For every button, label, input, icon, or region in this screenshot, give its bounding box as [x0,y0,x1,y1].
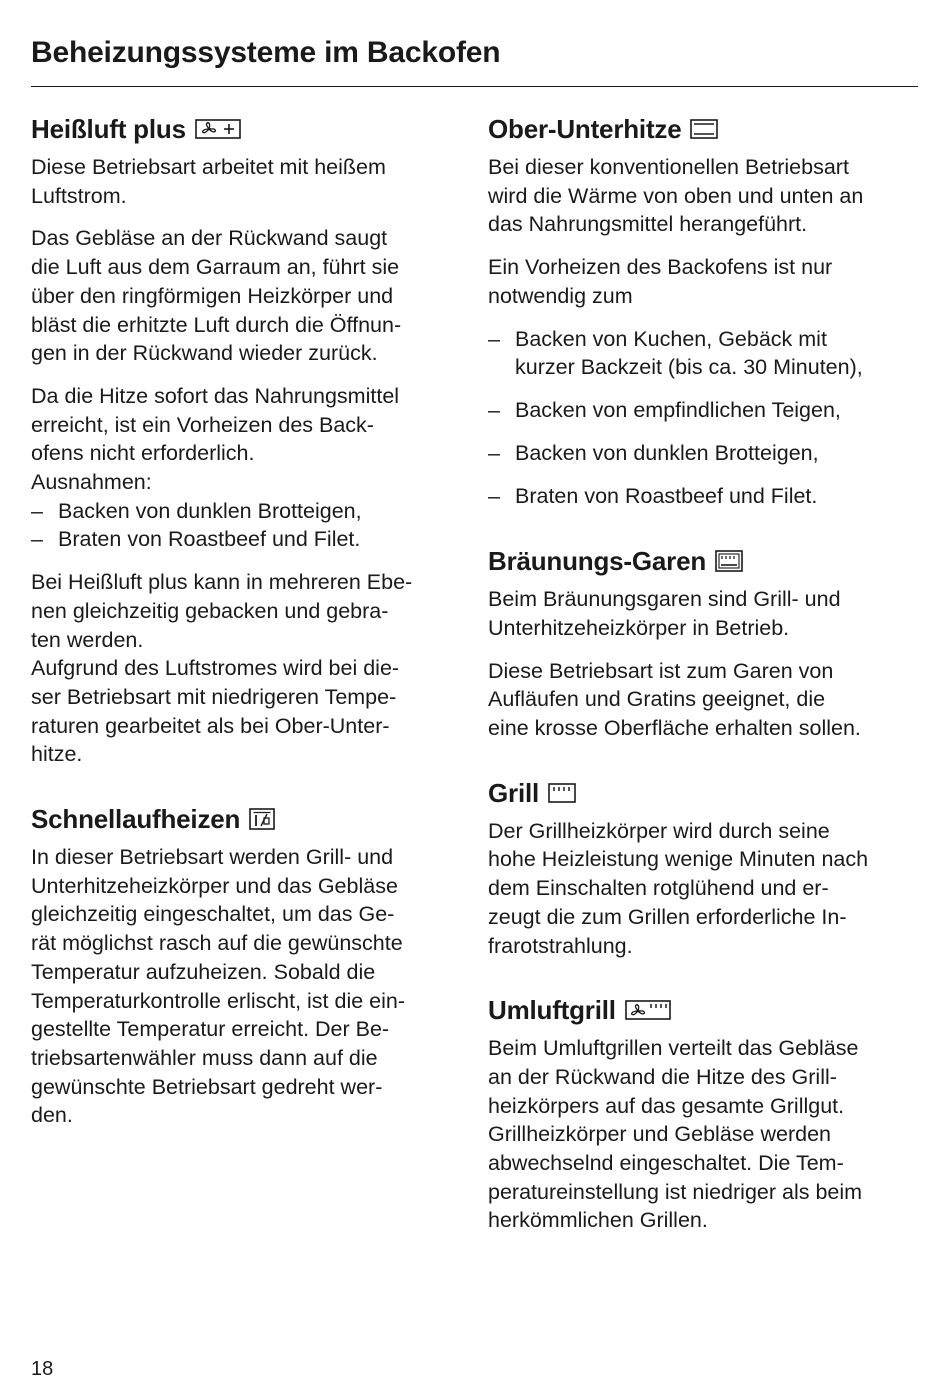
text-line: Temperatur aufzuheizen. Sobald die [31,959,376,984]
text-line: Da die Hitze sofort das Nahrungsmittel [31,383,400,408]
list-item-text: Braten von Roastbeef und Filet. [515,484,818,509]
text-line: Ein Vorheizen des Backofens ist nur [488,255,833,280]
braeunung-paragraph-2 [488,657,920,743]
text-line: Das Gebläse an der Rückwand saugt [31,226,388,251]
text-line: Backen von Kuchen, Gebäck mit [515,326,827,351]
list-item-text: Backen von dunklen Brotteigen, [515,441,819,466]
text-line: hohe Heizleistung wenige Minuten nach [488,847,869,872]
umluft-paragraph-1 [488,1034,920,1235]
list-item [488,482,920,511]
section-heading-schnellaufheizen [31,800,461,838]
heading-text: Grill [488,777,540,808]
heading-text: Schnellaufheizen [31,804,241,835]
list-item [31,497,461,526]
text-line: über den ringförmigen Heizkörper und [31,283,394,308]
text-line: Ausnahmen: [31,470,152,495]
heading-text: Ober-Unterhitze [488,114,682,144]
text-line: Temperaturkontrolle erlischt, ist die ein- [31,988,406,1013]
heading-text: Bräunungs-Garen [488,546,707,577]
list-item [488,325,920,382]
text-line: ser Betriebsart mit niedrigeren Tempe- [31,684,397,709]
text-line: frarotstrahlung. [488,933,633,958]
list-item [488,439,920,468]
list-item-text: Braten von Roastbeef und Filet. [58,527,361,552]
heissluft-paragraph-1 [31,153,461,210]
left-column [31,110,461,1130]
heissluft-paragraph-4 [31,568,461,769]
ober-paragraph-2 [488,253,920,310]
text-line: die Luft aus dem Garraum an, führt sie [31,255,400,280]
browning-icon [715,549,743,573]
text-line: gen in der Rückwand wieder zurück. [31,341,378,366]
text-line: Bei Heißluft plus kann in mehreren Ebe- [31,570,413,595]
text-line: kurzer Backzeit (bis ca. 30 Minuten), [515,355,863,380]
page-number: 18 [31,1358,54,1380]
ober-paragraph-1 [488,153,920,239]
text-line: erreicht, ist ein Vorheizen des Back- [31,412,374,437]
dash-bullet: – [488,326,500,351]
text-line: zeugt die zum Grillen erforderliche In- [488,904,847,929]
text-line: den. [31,1103,73,1128]
ober-list [488,325,920,511]
schnell-paragraph-1 [31,843,461,1130]
heading-text: Umluftgrill [488,995,616,1026]
section-heading-ober-unterhitze [488,110,920,148]
right-column [488,110,920,1235]
text-line: Diese Betriebsart arbeitet mit heißem [31,155,386,179]
text-line: Unterhitzeheizkörper und das Gebläse [31,873,398,898]
text-line: gewünschte Betriebsart gedreht wer- [31,1074,383,1099]
text-line: gestellte Temperatur erreicht. Der Be- [31,1017,390,1042]
text-line: Beim Umluftgrillen verteilt das Gebläse [488,1036,859,1061]
section-heading-grill [488,774,920,812]
dash-bullet: – [31,498,43,523]
section-heading-heissluft [31,110,461,148]
text-line: Bei dieser konventionellen Betriebsart [488,155,849,179]
text-line: das Nahrungsmittel herangeführt. [488,212,808,237]
text-line: notwendig zum [488,283,633,308]
fan-plus-icon [195,118,241,140]
braeunung-paragraph-1 [488,585,920,642]
text-line: rät möglichst rasch auf die gewünschte [31,931,403,956]
text-line: herkömmlichen Grillen. [488,1208,708,1233]
text-line: bläst die erhitzte Luft durch die Öffnun- [31,312,402,337]
text-line: Luftstrom. [31,183,127,208]
title-divider [31,86,918,87]
dash-bullet: – [488,484,500,509]
text-line: Beim Bräunungsgaren sind Grill- und [488,587,841,612]
text-line: raturen gearbeitet als bei Ober-Unter- [31,713,390,738]
dash-bullet: – [488,398,500,423]
text-line: In dieser Betriebsart werden Grill- und [31,845,394,870]
text-line: wird die Wärme von oben und unten an [488,183,864,208]
text-line: Der Grillheizkörper wird durch seine [488,818,830,843]
heissluft-paragraph-2 [31,224,461,368]
grill-paragraph-1 [488,817,920,961]
rapid-heat-icon [249,807,275,831]
list-item-text [515,325,863,382]
list-item [488,396,920,425]
text-line: an der Rückwand die Hitze des Grill- [488,1064,837,1089]
text-line: abwechselnd eingeschaltet. Die Tem- [488,1151,844,1176]
text-line: triebsartenwähler muss dann auf die [31,1045,378,1070]
dash-bullet: – [488,441,500,466]
text-line: Unterhitzeheizkörper in Betrieb. [488,615,790,640]
text-line: gleichzeitig eingeschaltet, um das Ge- [31,902,395,927]
heading-text: Heißluft plus [31,114,186,144]
section-heading-braeunungs-garen [488,542,920,580]
page-title: Beheizungssysteme im Backofen [31,36,501,69]
fan-grill-icon [625,999,671,1021]
text-line: peratureinstellung ist niedriger als beim [488,1179,863,1204]
grill-icon [548,782,576,804]
text-line: eine krosse Oberfläche erhalten sollen. [488,716,861,741]
text-line: nen gleichzeitig gebacken und gebra- [31,598,389,623]
heissluft-paragraph-3 [31,382,461,554]
list-item-text: Backen von empfindlichen Teigen, [515,398,841,423]
list-item [31,525,461,554]
text-line: Aufgrund des Luftstromes wird bei die- [31,656,400,681]
top-bottom-heat-icon [690,118,718,140]
text-line: ten werden. [31,627,144,652]
dash-bullet: – [31,527,43,552]
list-item-text: Backen von dunklen Brotteigen, [58,498,362,523]
section-heading-umluftgrill [488,991,920,1029]
text-line: Diese Betriebsart ist zum Garen von [488,658,834,683]
text-line: Aufläufen und Gratins geeignet, die [488,687,826,712]
text-line: hitze. [31,742,83,767]
text-line: ofens nicht erforderlich. [31,441,255,466]
text-line: dem Einschalten rotglühend und er- [488,876,829,901]
text-line: Grillheizkörper und Gebläse werden [488,1122,831,1147]
text-line: heizkörpers auf das gesamte Grillgut. [488,1093,845,1118]
